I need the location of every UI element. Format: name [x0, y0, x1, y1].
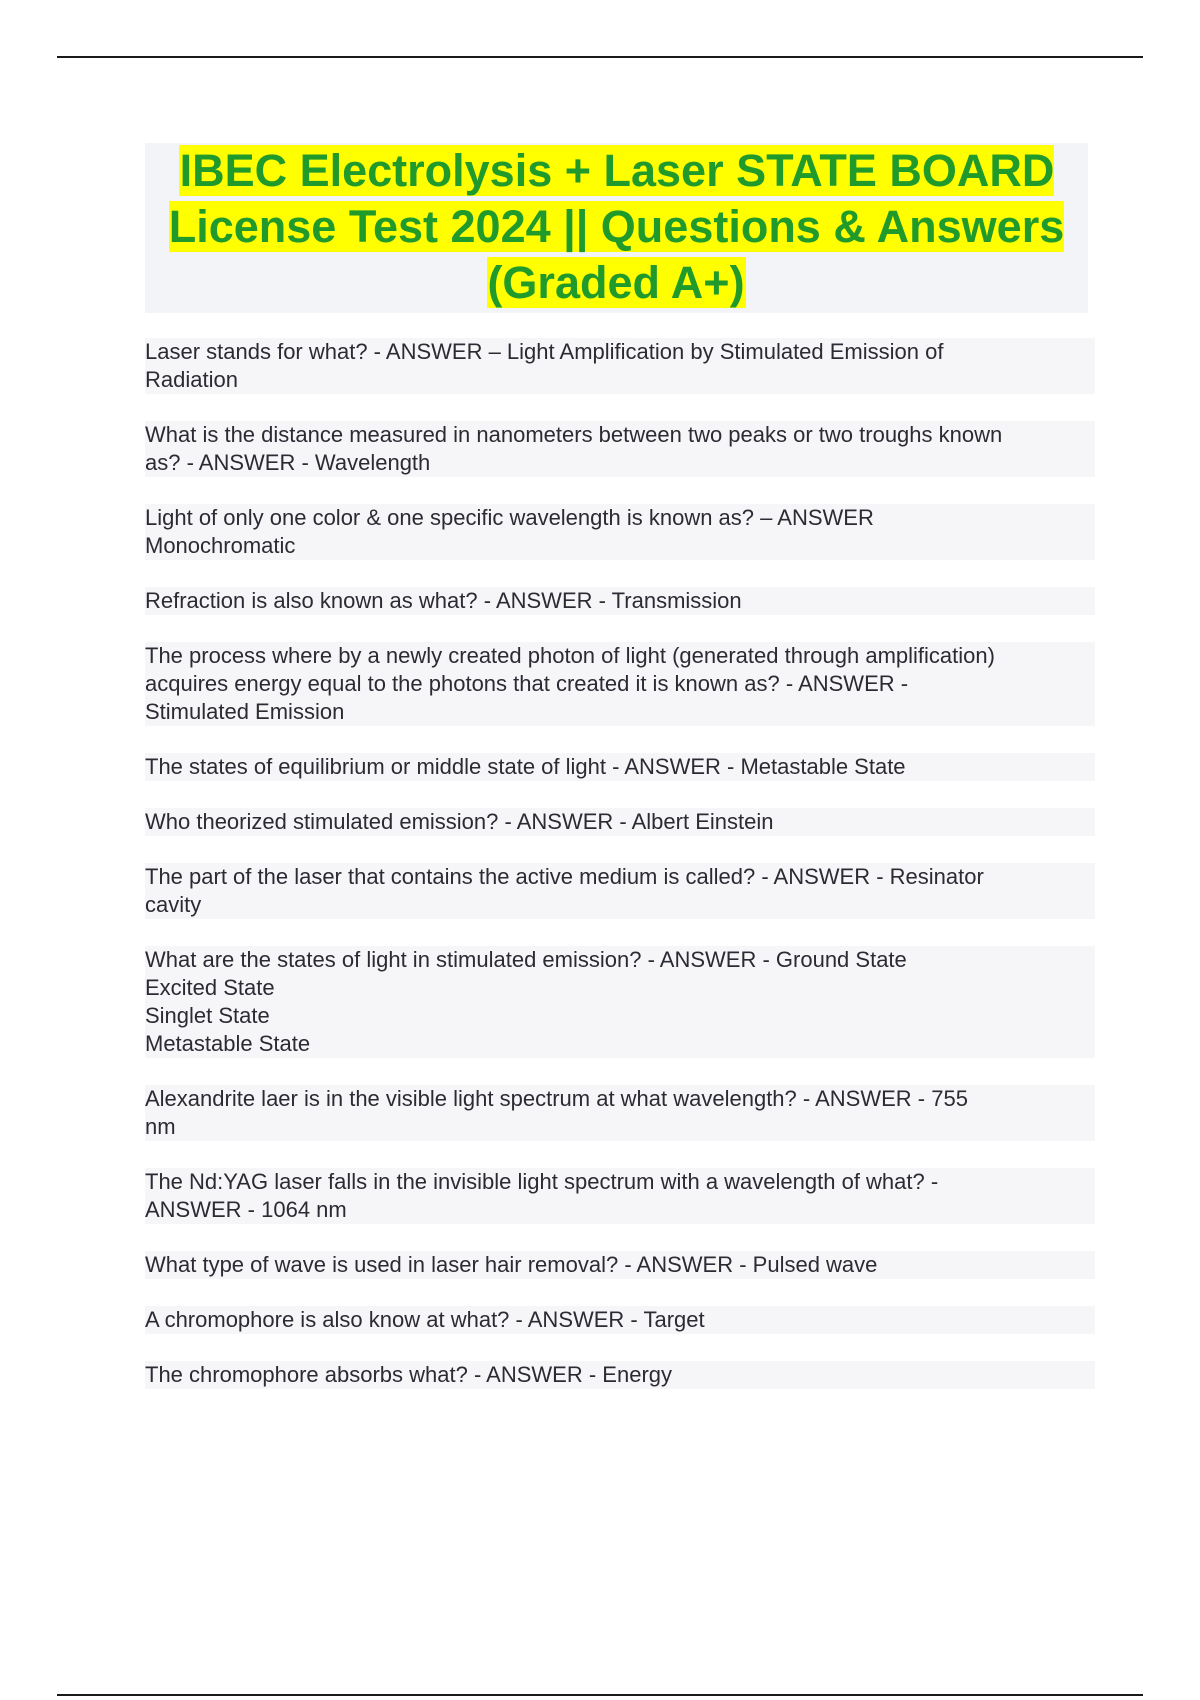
- qa-item: The part of the laser that contains the active medium is called? - ANSWER - Resinator cavity: [145, 863, 1095, 919]
- qa-item: The process where by a newly created photon of light (generated through amplification) acquires energy equal to the photons that created it is known as? - ANSWER - Stimulated Emission: [145, 642, 1095, 726]
- qa-item: The Nd:YAG laser falls in the invisible light spectrum with a wavelength of what? - ANSWER - 1064 nm: [145, 1168, 1095, 1224]
- qa-item: Who theorized stimulated emission? - ANSWER - Albert Einstein: [145, 808, 1095, 836]
- qa-item: What type of wave is used in laser hair removal? - ANSWER - Pulsed wave: [145, 1251, 1095, 1279]
- document-title: [145, 143, 1088, 311]
- qa-item: A chromophore is also know at what? - ANSWER - Target: [145, 1306, 1095, 1334]
- qa-item: Alexandrite laer is in the visible light spectrum at what wavelength? - ANSWER - 755 nm: [145, 1085, 1095, 1141]
- qa-item: What is the distance measured in nanometers between two peaks or two troughs known as? - ANSWER - Wavelength: [145, 421, 1095, 477]
- qa-item: What are the states of light in stimulated emission? - ANSWER - Ground State Excited State Singlet State Metastable State: [145, 946, 1095, 1058]
- bottom-rule: [57, 1694, 1143, 1696]
- qa-item: Light of only one color & one specific wavelength is known as? – ANSWER Monochromatic: [145, 504, 1095, 560]
- qa-item: Laser stands for what? - ANSWER – Light Amplification by Stimulated Emission of Radiation: [145, 338, 1095, 394]
- qa-item: The chromophore absorbs what? - ANSWER - Energy: [145, 1361, 1095, 1389]
- title-highlight: IBEC Electrolysis + Laser STATE BOARD License Test 2024 || Questions & Answers (Graded A+): [168, 145, 1065, 308]
- qa-item: The states of equilibrium or middle state of light - ANSWER - Metastable State: [145, 753, 1095, 781]
- top-rule: [57, 56, 1143, 58]
- qa-list: [145, 338, 1095, 1416]
- qa-item: Refraction is also known as what? - ANSWER - Transmission: [145, 587, 1095, 615]
- title-block: [145, 143, 1088, 313]
